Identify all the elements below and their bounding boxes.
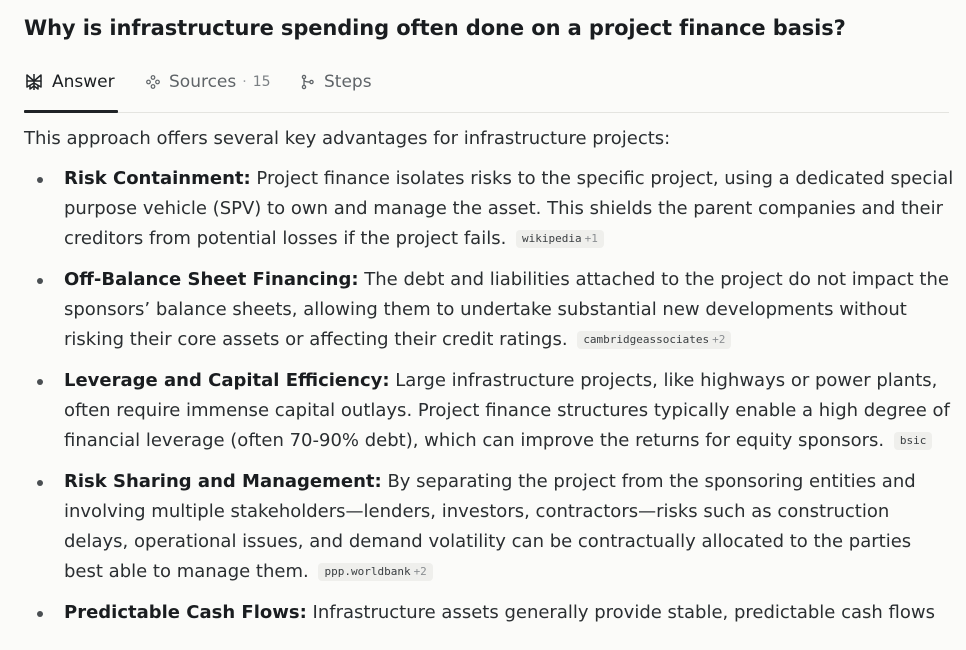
answer-points-list <box>24 164 954 628</box>
separator-dot: · <box>242 74 247 90</box>
point-term: Off-Balance Sheet Financing: <box>64 269 359 290</box>
citation-chip[interactable] <box>894 432 933 450</box>
list-item <box>24 467 954 587</box>
citation-source: cambridgeassociates <box>583 333 710 346</box>
answer-tabs <box>24 64 949 113</box>
citation-source: wikipedia <box>522 232 582 245</box>
list-item <box>24 164 954 254</box>
point-text: Infrastructure assets generally provide stable, predictable cash flows <box>306 602 935 623</box>
point-text: Project finance isolates risks to the specific project, using a dedicated special purpose vehicle (SPV) to own and manage the asset. This shields the parent companies and their creditors from potential losses if the project fails. <box>64 168 954 249</box>
point-text: By separating the project from the sponsoring entities and involving multiple stakeholders—lenders, investors, contractors—risks such as construction delays, operational issues, and demand volatility can be contractually allocated to the parties best able to manage them. <box>64 471 916 582</box>
citation-source: bsic <box>899 434 927 447</box>
citation-chip[interactable] <box>318 563 432 581</box>
tab-sources-label: Sources <box>169 72 237 92</box>
question-title: Why is infrastructure spending often done on a project finance basis? <box>24 16 846 40</box>
point-text: The debt and liabilities attached to the project do not impact the sponsors’ balance sheets, allowing them to undertake substantial new developments without risking their core assets or affecting their credit ratings. <box>64 269 949 350</box>
citation-chip[interactable] <box>577 331 731 349</box>
tab-answer-label: Answer <box>52 72 115 92</box>
steps-branch-icon <box>300 74 316 90</box>
citation-more: +2 <box>413 565 427 578</box>
answer-content <box>24 124 954 639</box>
tab-sources[interactable] <box>145 67 271 97</box>
active-tab-indicator <box>24 110 118 113</box>
point-term: Leverage and Capital Efficiency: <box>64 370 390 391</box>
point-term: Predictable Cash Flows: <box>64 602 307 623</box>
citation-more: +1 <box>584 232 598 245</box>
tab-steps-label: Steps <box>324 72 372 92</box>
point-term: Risk Sharing and Management: <box>64 471 382 492</box>
sources-count: 15 <box>252 74 271 90</box>
citation-source: ppp.worldbank <box>324 565 411 578</box>
list-item <box>24 366 954 456</box>
point-term: Risk Containment: <box>64 168 251 189</box>
citation-chip[interactable] <box>516 230 604 248</box>
tab-steps[interactable] <box>300 67 372 97</box>
citation-more: +2 <box>712 333 726 346</box>
sources-dots-icon <box>145 74 161 90</box>
perplexity-logo-icon <box>24 72 44 92</box>
list-item <box>24 598 954 628</box>
answer-intro: This approach offers several key advantages for infrastructure projects: <box>24 128 671 149</box>
tab-answer[interactable] <box>24 67 115 97</box>
point-text: Large infrastructure projects, like highways or power plants, often require immense capital outlays. Project finance structures typically enable a high degree of financial leverage (often 70-90% debt), which can improve the returns for equity sponsors. <box>64 370 950 451</box>
list-item <box>24 265 954 355</box>
